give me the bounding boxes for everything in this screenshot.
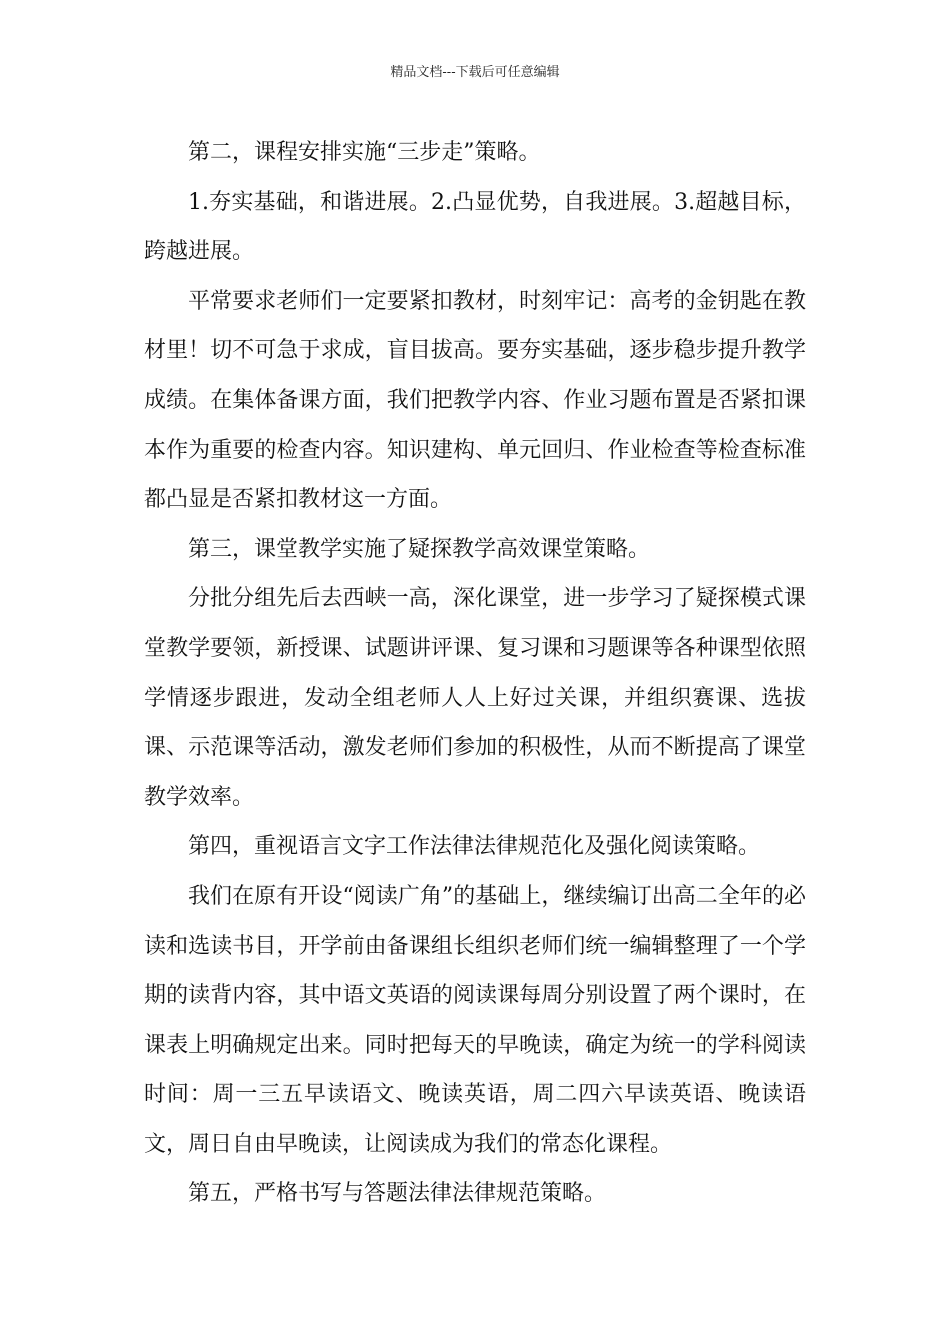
document-body (144, 128, 806, 1219)
paragraph-reading-details: 我们在原有开设“阅读广角”的基础上，继续编订出高二全年的必读和选读书目，开学前由备课组长组织老师们统一编辑整理了一个学期的读背内容，其中语文英语的阅读课每周分别设置了两个课时，在课表上明确规定出来。同时把每天的早晚读，确定为统一的学科阅读时间：周一三五早读语文、晚读英语，周二四六早读英语、晚读语文，周日自由早晚读，让阅读成为我们的常态化课程。 (144, 883, 806, 1157)
paragraph-classroom-strategy-heading: 第三，课堂教学实施了疑探教学高效课堂策略。 (188, 536, 651, 562)
paragraph-three-steps: 1.夯实基础，和谐进展。2.凸显优势，自我进展。3.超越目标，跨越进展。 (144, 189, 806, 265)
paragraph-writing-strategy-heading: 第五，严格书写与答题法律法律规范策略。 (188, 1181, 607, 1207)
paragraph-textbook-focus: 平常要求老师们一定要紧扣教材，时刻牢记：高考的金钥匙在教材里！切不可急于求成，盲目拔高。要夯实基础，逐步稳步提升教学成绩。在集体备课方面，我们把教学内容、作业习题布置是否紧扣课本作为重要的检查内容。知识建构、单元回归、作业检查等检查标准都凸显是否紧扣教材这一方面。 (144, 288, 806, 513)
paragraph-reading-strategy-heading: 第四，重视语言文字工作法律法律规范化及强化阅读策略。 (188, 834, 761, 860)
page-header: 精品文档---下载后可任意编辑 (390, 65, 560, 80)
paragraph-course-strategy-heading: 第二，课程安排实施“三步走”策略。 (188, 140, 541, 165)
paragraph-classroom-details: 分批分组先后去西峡一高，深化课堂，进一步学习了疑探模式课堂教学要领，新授课、试题讲评课、复习课和习题课等各种课型依照学情逐步跟进，发动全组老师人人上好过关课，并组织赛课、选拔课、示范课等活动，激发老师们参加的积极性，从而不断提高了课堂教学效率。 (144, 586, 806, 810)
